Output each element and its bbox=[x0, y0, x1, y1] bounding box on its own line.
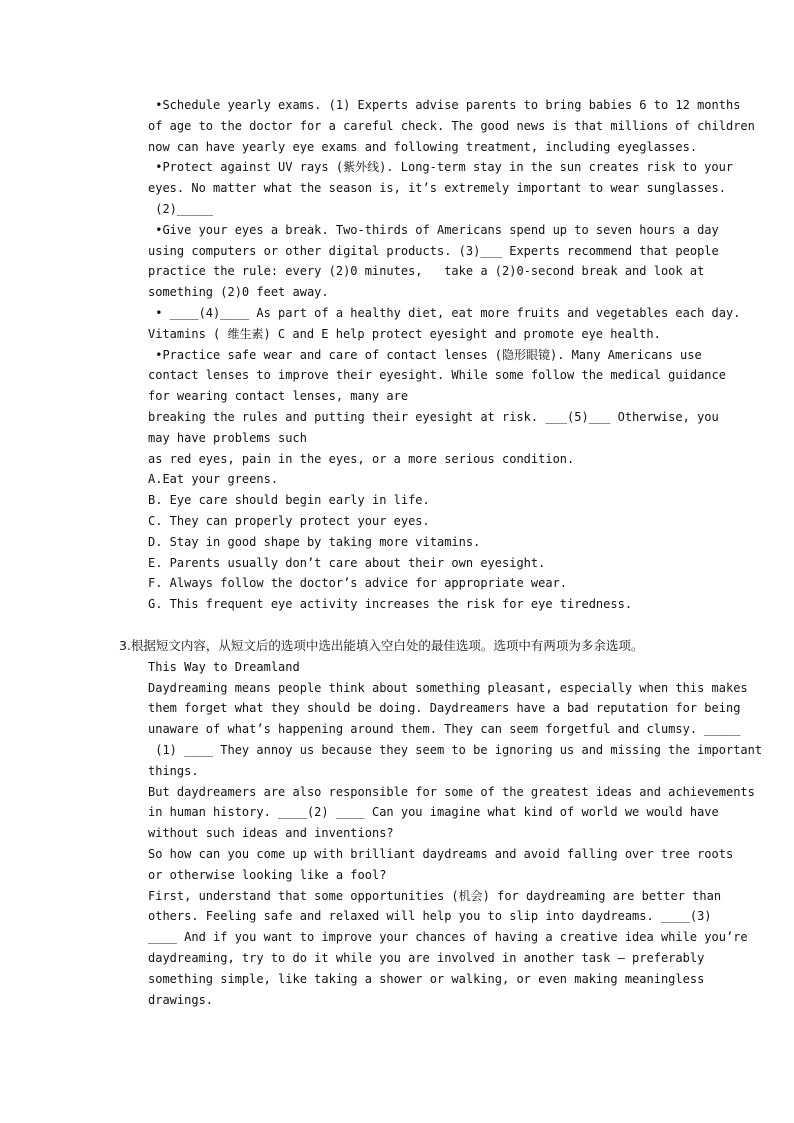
text-line: Daydreaming means people think about something pleasant, especially when this makes bbox=[148, 681, 748, 695]
text-line: •Practice safe wear and care of contact lenses (隐形眼镜). Many Americans use bbox=[148, 348, 702, 362]
text-line: contact lenses to improve their eyesight. While some follow the medical guidance bbox=[148, 368, 726, 382]
text-line: others. Feeling safe and relaxed will help you to slip into daydreams. ____(3) bbox=[148, 909, 712, 923]
text-line: using computers or other digital products. (3)___ Experts recommend that people bbox=[148, 244, 719, 258]
text-line: of age to the doctor for a careful check. The good news is that millions of children bbox=[148, 119, 755, 133]
text-line: may have problems such bbox=[148, 431, 307, 445]
text-line: in human history. ____(2) ____ Can you imagine what kind of world we would have bbox=[148, 805, 719, 819]
option-g: G. This frequent eye activity increases the risk for eye tiredness. bbox=[148, 597, 633, 611]
text-line: without such ideas and inventions? bbox=[148, 826, 394, 840]
text-line: things. bbox=[148, 764, 199, 778]
option-f: F. Always follow the doctor’s advice for appropriate wear. bbox=[148, 576, 568, 590]
text-line: eyes. No matter what the season is, it’s extremely important to wear sunglasses. bbox=[148, 181, 726, 195]
text-line: drawings. bbox=[148, 993, 214, 1007]
text-line: practice the rule: every (2)0 minutes, take a (2)0-second break and look at bbox=[148, 264, 705, 278]
text-line: First, understand that some opportunities (机会) for daydreaming are better than bbox=[148, 889, 722, 903]
text-line: them forget what they should be doing. Daydreamers have a bad reputation for being bbox=[148, 701, 741, 715]
option-c: C. They can properly protect your eyes. bbox=[148, 514, 430, 528]
text-line: daydreaming, try to do it while you are involved in another task — preferably bbox=[148, 951, 705, 965]
text-line: (1) ____ They annoy us because they seem to be ignoring us and missing the important bbox=[148, 743, 763, 757]
text-line: now can have yearly eye exams and following treatment, including eyeglasses. bbox=[148, 140, 698, 154]
text-line: something (2)0 feet away. bbox=[148, 285, 329, 299]
text-line: So how can you come up with brilliant daydreams and avoid falling over tree roots bbox=[148, 847, 734, 861]
text-line: breaking the rules and putting their eyesight at risk. ___(5)___ Otherwise, you bbox=[148, 410, 719, 424]
text-line: •Give your eyes a break. Two-thirds of Americans spend up to seven hours a day bbox=[148, 223, 719, 237]
option-d: D. Stay in good shape by taking more vitamins. bbox=[148, 535, 481, 549]
text-line: unaware of what’s happening around them. They can seem forgetful and clumsy. _____ bbox=[148, 722, 741, 736]
text-line: •Protect against UV rays (紫外线). Long-term stay in the sun creates risk to your bbox=[148, 160, 734, 174]
question-heading: 3.根据短文内容，从短文后的选项中选出能填入空白处的最佳选项。选项中有两项为多余选项。 bbox=[119, 638, 644, 653]
text-line: or otherwise looking like a fool? bbox=[148, 868, 387, 882]
text-line: (2)_____ bbox=[148, 202, 214, 216]
text-line: as red eyes, pain in the eyes, or a more serious condition. bbox=[148, 452, 575, 466]
option-b: B. Eye care should begin early in life. bbox=[148, 493, 430, 507]
text-line: ____ And if you want to improve your chances of having a creative idea while you’re bbox=[148, 930, 748, 944]
passage-title: This Way to Dreamland bbox=[148, 660, 300, 674]
text-line: for wearing contact lenses, many are bbox=[148, 389, 409, 403]
text-line: Vitamins ( 维生素) C and E help protect eyesight and promote eye health. bbox=[148, 327, 661, 341]
text-line: something simple, like taking a shower or walking, or even making meaningless bbox=[148, 972, 705, 986]
option-e: E. Parents usually don’t care about their own eyesight. bbox=[148, 556, 546, 570]
option-a: A.Eat your greens. bbox=[148, 472, 279, 486]
text-line: •Schedule yearly exams. (1) Experts advise parents to bring babies 6 to 12 months bbox=[148, 98, 741, 112]
text-line: • ____(4)____ As part of a healthy diet, eat more fruits and vegetables each day. bbox=[148, 306, 741, 320]
text-line: But daydreamers are also responsible for some of the greatest ideas and achievements bbox=[148, 785, 755, 799]
